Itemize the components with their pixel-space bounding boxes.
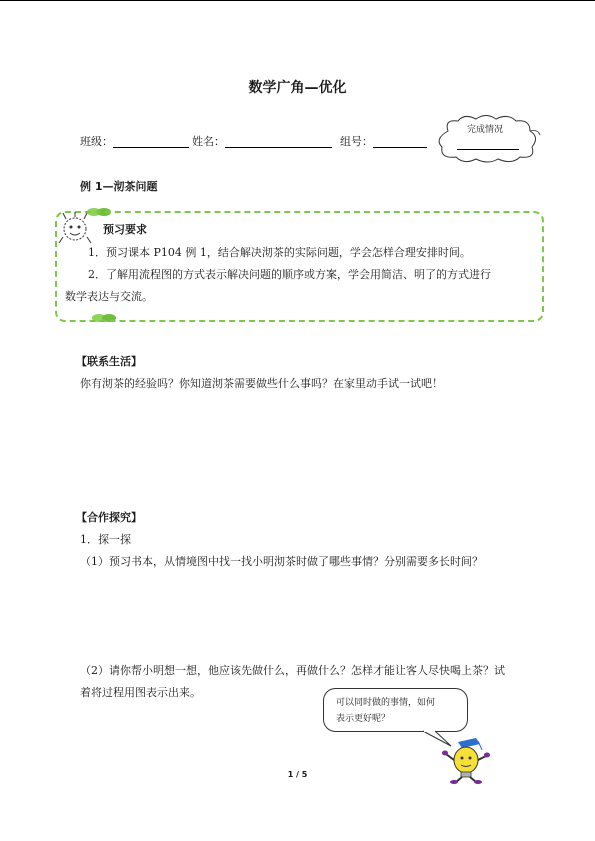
page-number: 1 / 5	[287, 770, 308, 779]
explore-sub-heading: 1．探一探	[80, 533, 131, 546]
preview-item-2-line-1: 2．了解用流程图的方式表示解决问题的顺序或方案，学会用简洁、明了的方式进行	[88, 268, 491, 281]
header-rule	[0, 0, 595, 1]
explore-heading: 【合作探究】	[76, 511, 142, 524]
page-title: 数学广角—优化	[248, 80, 347, 96]
preview-item-2-line-2: 数学表达与交流。	[65, 290, 153, 303]
preview-heading: 预习要求	[103, 223, 147, 236]
group-blank[interactable]	[373, 135, 427, 148]
life-text: 你有沏茶的经验吗？你知道沏茶需要做些什么事吗？在家里动手试一试吧！	[80, 377, 443, 390]
bubble-line-1: 可以同时做的事情，如何	[336, 698, 436, 708]
speech-bubble-text	[336, 695, 461, 727]
name-blank[interactable]	[225, 135, 332, 148]
question-2-line-2: 着将过程用图表示出来。	[80, 686, 201, 699]
group-field	[340, 133, 427, 149]
class-blank[interactable]	[113, 135, 189, 148]
class-label: 班级：	[80, 135, 113, 148]
completion-label: 完成情况	[466, 125, 503, 135]
name-field	[192, 133, 332, 149]
class-field	[80, 133, 189, 149]
name-label: 姓名：	[192, 135, 225, 148]
example-heading: 例 1—沏茶问题	[80, 180, 158, 193]
question-2-line-1: （2）请你帮小明想一想，他应该先做什么，再做什么？怎样才能让客人尽快喝上茶？试	[80, 664, 505, 677]
life-heading: 【联系生活】	[76, 355, 142, 368]
cartoon-mascot-icon	[57, 211, 93, 247]
completion-blank[interactable]	[457, 149, 519, 150]
group-label: 组号：	[340, 135, 373, 148]
preview-item-1: 1．预习课本 P104 例 1，结合解决沏茶的实际问题，学会怎样合理安排时间。	[88, 246, 471, 259]
bubble-line-2: 表示更好呢？	[336, 714, 391, 724]
question-1: （1）预习书本，从情境图中找一找小明沏茶时做了哪些事情？分别需要多长时间？	[80, 555, 483, 568]
